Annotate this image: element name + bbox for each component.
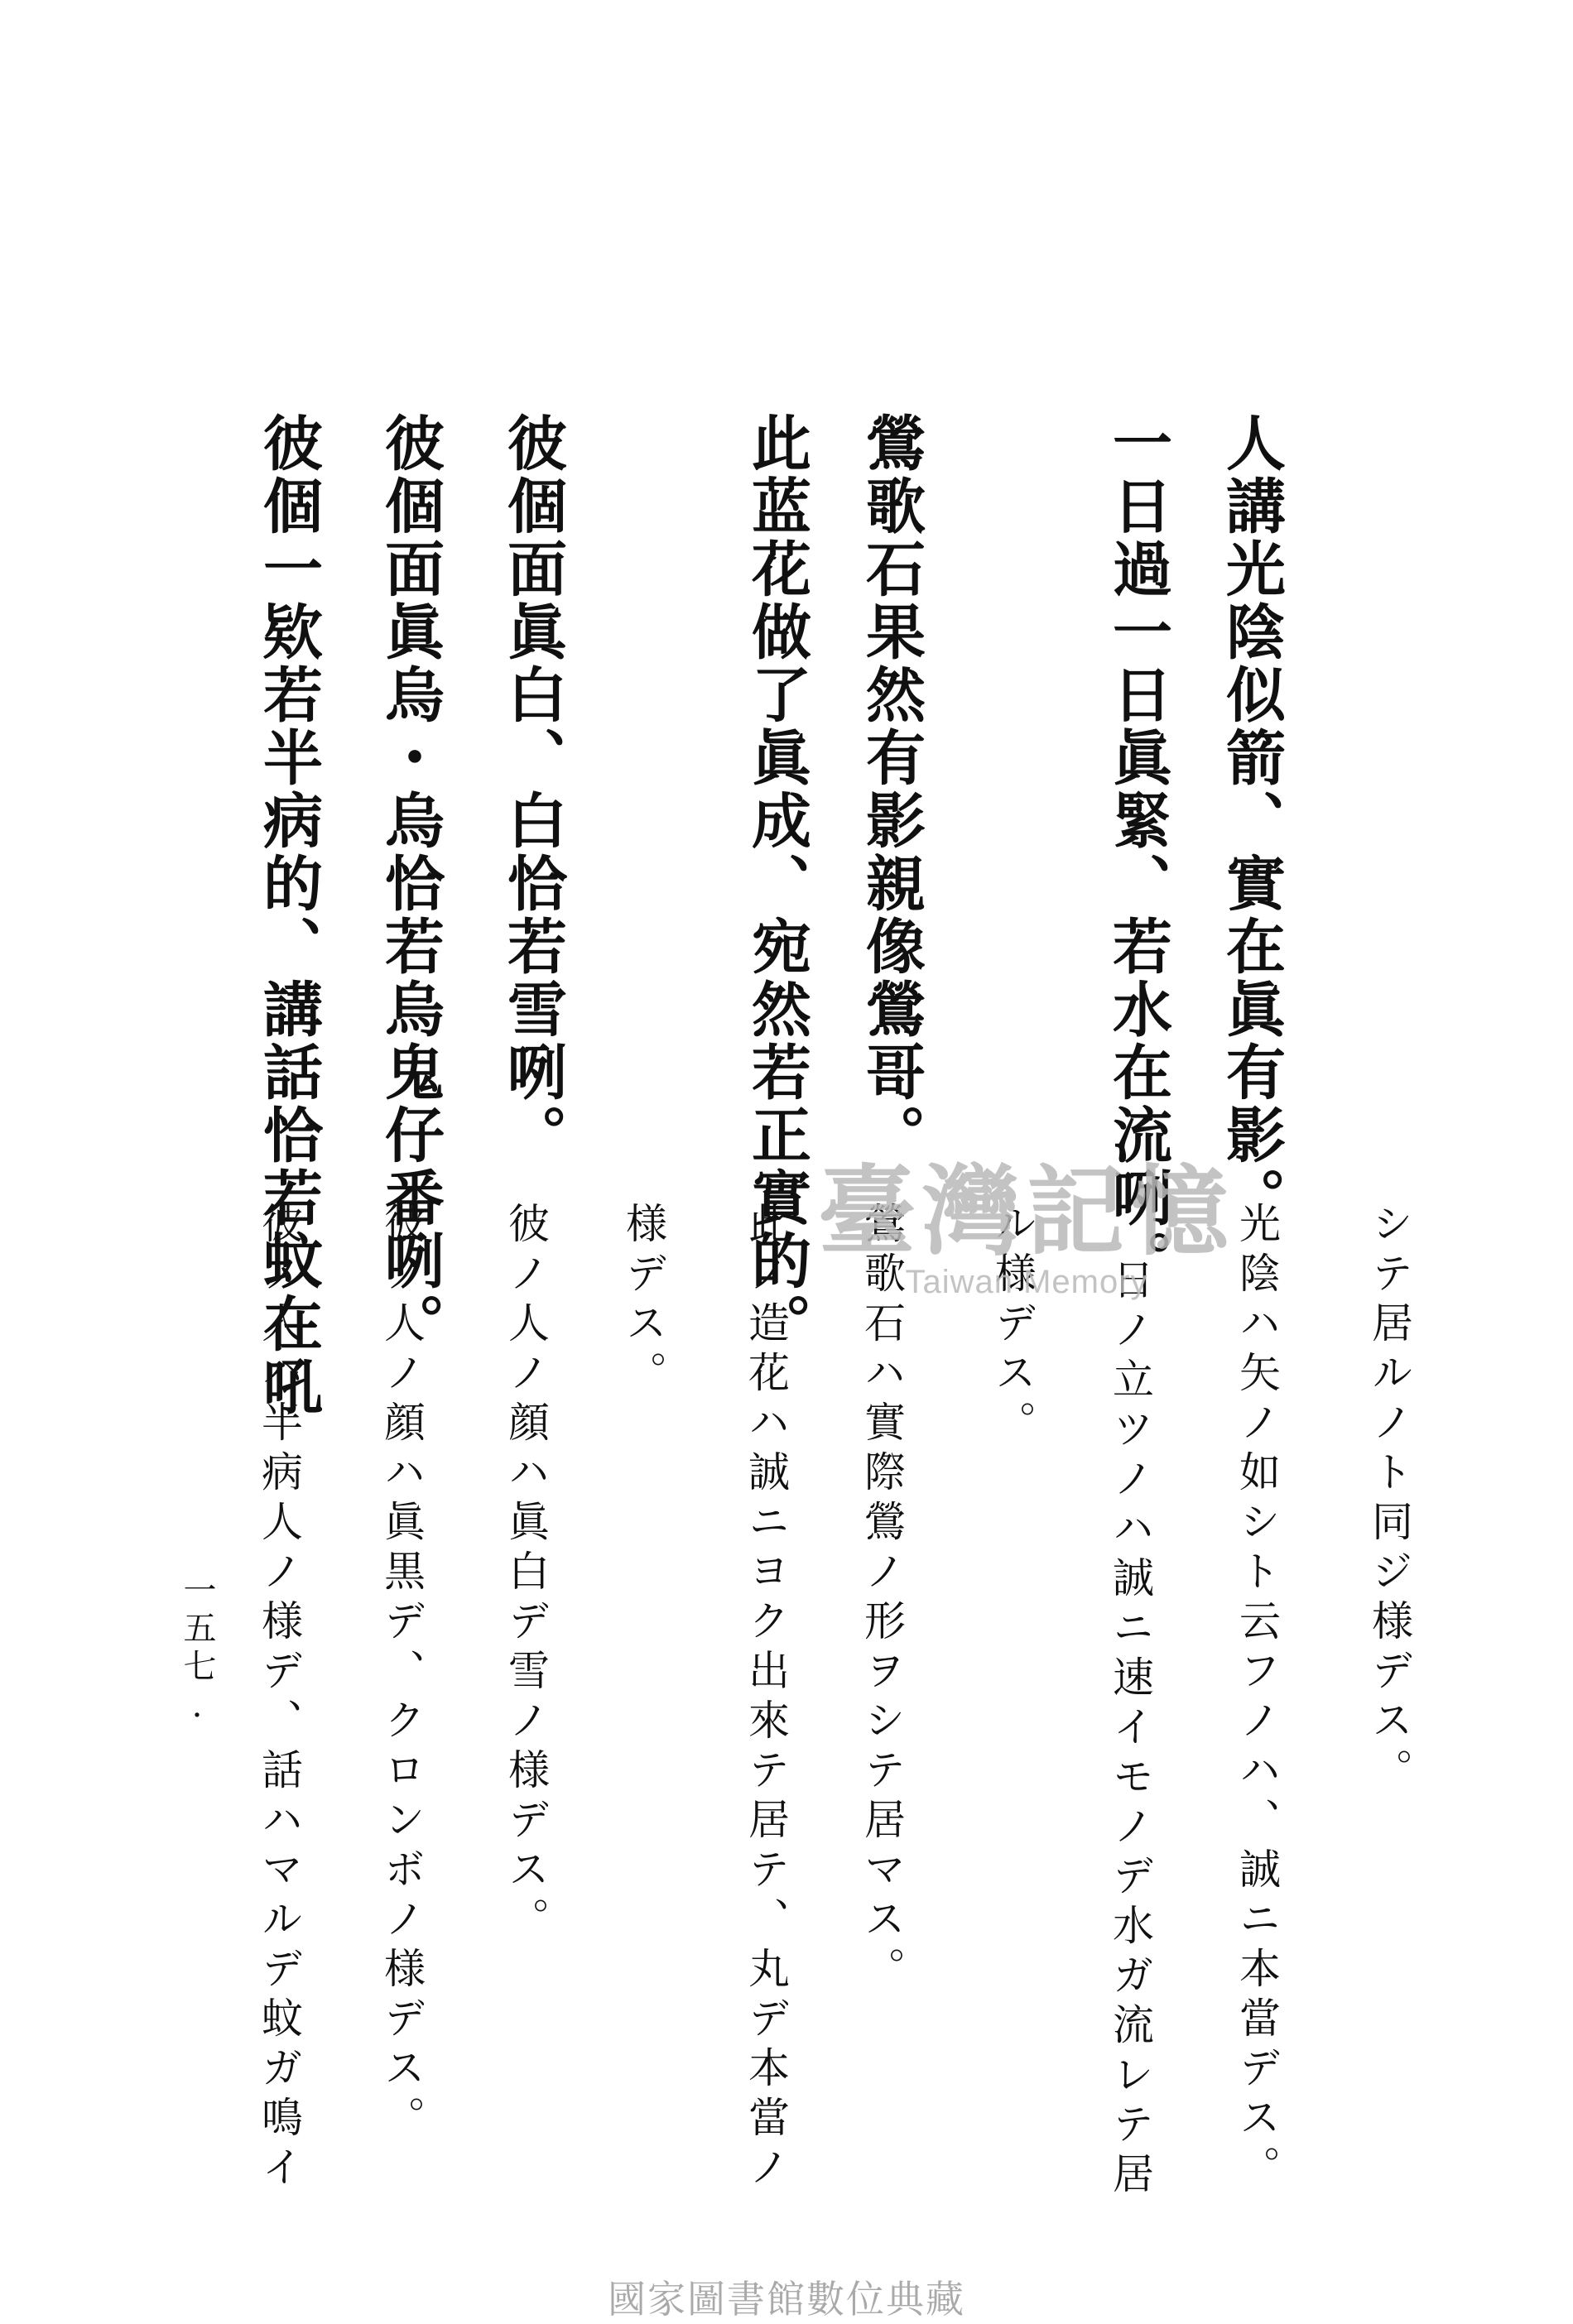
- lower-line-6: 此ノ造花ハ誠ニヨク出來テ居テ、丸デ本當ノ: [742, 1202, 790, 2195]
- lower-line-2: 光陰ハ矢ノ如シト云フノハ、誠ニ本當デス。: [1233, 1202, 1281, 2195]
- lower-line-10: 彼ノ人ハ半病人ノ様デ、話ハマルデ蚊ガ鳴イ: [255, 1202, 303, 2195]
- lower-line-1: シテ居ルノト同ジ様デス。: [1365, 1202, 1413, 1798]
- upper-line-7: 彼個一欵若半病的、講話恰若蚊在吼: [253, 412, 324, 1419]
- lower-line-5: 鶯歌石ハ實際鶯ノ形ヲシテ居マス。: [858, 1202, 906, 1996]
- lower-line-3: 日ノ立ツノハ誠ニ速イモノデ水ガ流レテ居: [1106, 1258, 1154, 2202]
- footer-credit: 國家圖書館數位典藏: [608, 2277, 965, 2322]
- upper-line-2: 一日過一日眞緊、若水在流咧。: [1103, 412, 1173, 1293]
- upper-line-5: 彼個面眞白、白恰若雪咧。: [498, 412, 568, 1167]
- watermark-english-text: Taiwan Memory: [905, 1264, 1148, 1300]
- page-number: 一五七.: [178, 1573, 216, 1730]
- lower-line-9: 彼ノ人ノ顔ハ眞黒デ、クロンボノ様デス。: [378, 1202, 426, 2145]
- upper-line-4: 此蓝花做了眞成、宛然若正實的。: [742, 412, 812, 1356]
- upper-line-3: 鶯歌石果然有影親像鶯哥。: [856, 412, 926, 1167]
- lower-line-7: 様デス。: [619, 1202, 667, 1400]
- lower-line-8: 彼ノ人ノ顔ハ眞白デ雪ノ様デス。: [502, 1202, 550, 1947]
- watermark-cjk-text: 臺灣記憶: [817, 1154, 1235, 1269]
- upper-line-1: 人講光陰似箭、實在眞有影。: [1216, 412, 1287, 1230]
- lower-line-4: ル様デス。: [989, 1202, 1037, 1450]
- upper-line-6: 彼個面眞烏・烏恰若烏鬼仔番咧。: [375, 412, 445, 1356]
